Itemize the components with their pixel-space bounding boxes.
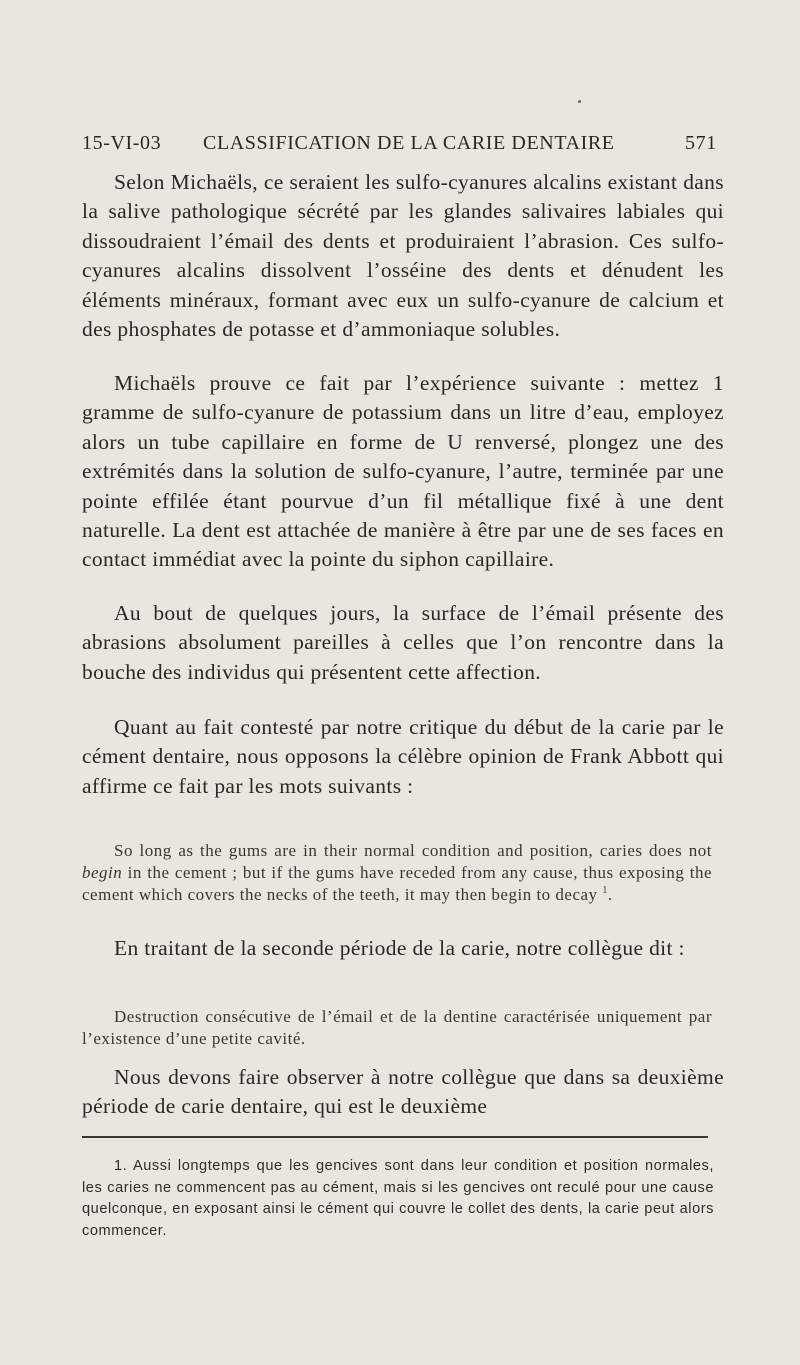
quote-abbott-text-b: in the cement ; but if the gums have receded from any cause, thus exposing the cement which covers the necks of the teeth, it may then begin to decay	[82, 863, 712, 905]
quote-abbott	[82, 840, 712, 907]
paragraph-3: Au bout de quelques jours, la surface de l’émail présente des abrasions absolument pareilles à celles que l’on rencontre dans la bouche des individus qui présentent cette affection.	[82, 601, 724, 684]
paragraph-4: Quant au fait contesté par notre critique du début de la carie par le cément dentaire, nous opposons la célèbre opinion de Frank Abbott qui affirme ce fait par les mots suivants :	[82, 715, 724, 798]
paragraph-2: Michaëls prouve ce fait par l’expérience suivante : mettez 1 gramme de sulfo-cyanure de potassium dans un litre d’eau, employez alors un tube capillaire en forme de U renversé, plongez une des extrémités dans la solution de sulfo-cyanure, l’autre, terminée par une pointe effilée étant pourvue d’un fil métallique fixé à une dent naturelle. La dent est attachée de manière à être par une de ses faces en contact immédiat avec la pointe du siphon capillaire.	[82, 371, 724, 572]
quote-abbott-italic: begin	[82, 863, 123, 883]
footnote-rule	[82, 1136, 708, 1138]
paragraph-5: En traitant de la seconde période de la carie, notre collègue dit :	[114, 936, 685, 960]
footnote-marker: 1	[602, 885, 608, 897]
quote-destruction: Destruction consécutive de l’émail et de la dentine caractérisée uniquement par l’existence d’une petite cavité.	[82, 1007, 712, 1049]
page-number: 571	[685, 132, 717, 154]
header-date: 15-VI-03	[82, 132, 162, 154]
paragraph-1: Selon Michaëls, ce seraient les sulfo-cyanures alcalins existant dans la salive pathologique sécrété par les glandes salivaires labiales qui dissoudraient l’émail des dents et produiraient l’abrasion. Ces sulfo-cyanures alcalins dissolvent l’osséine des dents et dénudent les éléments minéraux, formant avec eux un sulfo-cyanure de calcium et des phosphates de potasse et d’ammoniaque solubles.	[82, 170, 724, 342]
quote-abbott-text-a: So long as the gums are in their normal condition and position, caries does not	[114, 841, 712, 860]
paper-speck	[578, 100, 581, 103]
quote-abbott-end: .	[607, 885, 613, 905]
footnote-1: 1. Aussi longtemps que les gencives sont dans leur condition et position normales, les caries ne commencent pas au cément, mais si les gencives ont reculé pour une cause quelconque, en exposant ainsi le cément qui couvre le collet des dents, la carie peut alors commencer.	[82, 1158, 714, 1239]
paragraph-6: Nous devons faire observer à notre collègue que dans sa deuxième période de carie dentaire, qui est le deuxième	[82, 1065, 724, 1119]
running-header	[82, 132, 722, 158]
header-title: CLASSIFICATION DE LA CARIE DENTAIRE	[203, 132, 615, 154]
